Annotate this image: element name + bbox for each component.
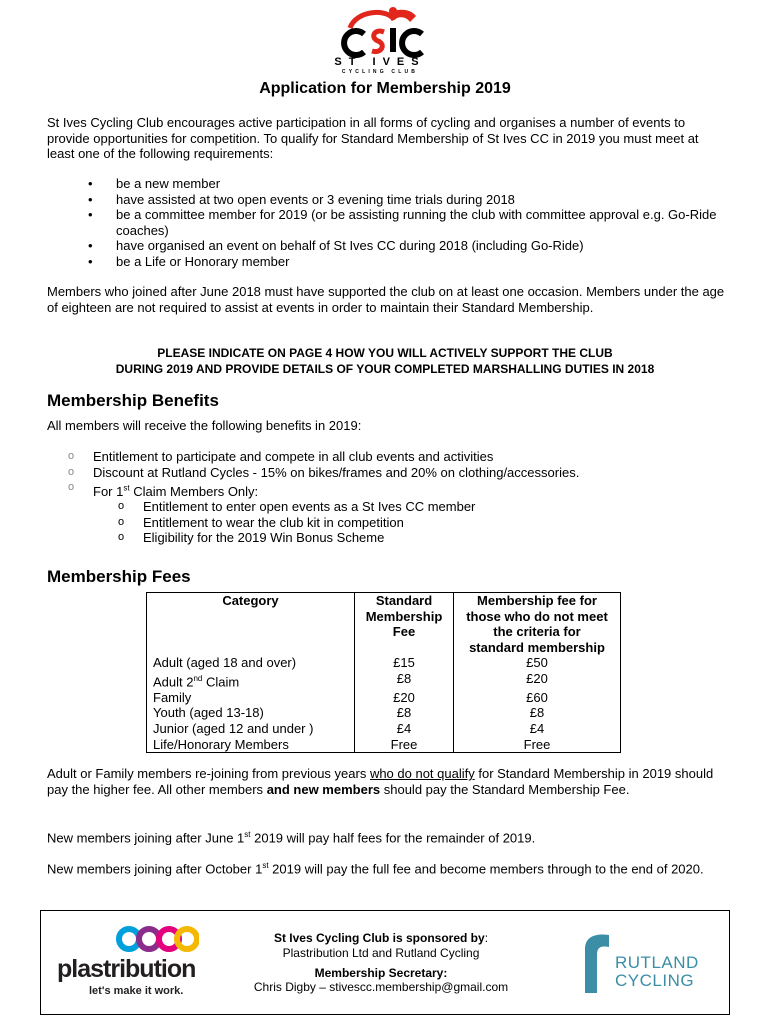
list-item: • have organised an event on behalf of St Ives CC during 2018 (including Go-Ride) bbox=[88, 238, 728, 254]
list-item-first-claim bbox=[68, 480, 718, 546]
cell-category bbox=[147, 690, 355, 706]
list-item: o Discount at Rutland Cycles - 15% on bikes/frames and 20% on clothing/accessories. bbox=[68, 465, 718, 481]
benefits-list bbox=[68, 449, 718, 546]
rejoin-text: for Standard Membership in 2019 should pay the higher fee. All other members bbox=[47, 766, 714, 797]
header-line: the criteria for bbox=[493, 624, 581, 640]
sponsor-names: Plastribution Ltd and Rutland Cycling bbox=[282, 946, 480, 960]
requirements-list bbox=[88, 176, 728, 270]
header-line: Standard bbox=[375, 593, 433, 608]
list-item: o Entitlement to enter open events as a St Ives CC member bbox=[118, 499, 718, 515]
plastribution-wordmark: plastribution bbox=[57, 955, 196, 983]
benefits-heading: Membership Benefits bbox=[47, 391, 219, 410]
cell-category bbox=[147, 721, 355, 737]
half-fee-text: New members joining after June 1 bbox=[47, 830, 245, 846]
list-item: • have assisted at two open events or 3 evening time trials during 2018 bbox=[88, 192, 728, 208]
cell-other: £20 bbox=[454, 671, 621, 690]
cell-standard: £8 bbox=[355, 705, 454, 721]
first-claim-label bbox=[93, 484, 258, 499]
half-fee-paragraph bbox=[47, 827, 727, 846]
header-other bbox=[454, 593, 621, 656]
cell-category bbox=[147, 705, 355, 721]
notice-line: PLEASE INDICATE ON PAGE 4 HOW YOU WILL ACTIVELY SUPPORT THE CLUB bbox=[157, 346, 613, 360]
cell-category bbox=[147, 655, 355, 671]
table-header-row bbox=[147, 593, 621, 656]
cell-text: Adult (aged 18 and over) bbox=[153, 655, 297, 671]
rejoin-text: Adult or Family members re-joining from previous years bbox=[47, 766, 370, 781]
secretary-contact: Chris Digby – stivescc.membership@gmail.com bbox=[253, 980, 509, 994]
first-claim-sublist bbox=[93, 499, 718, 546]
cell-text: Life/Honorary Members bbox=[153, 736, 289, 752]
header-line: those who do not meet bbox=[466, 608, 608, 624]
sponsor-footer bbox=[40, 910, 730, 1015]
table-row bbox=[147, 690, 621, 706]
joined-note: Members who joined after June 2018 must have supported the club on at least one occasion. Members under the age of eighteen are not required to assist at events in order to maintain their Standard Membership. bbox=[47, 284, 725, 315]
plastribution-tagline: let's make it work. bbox=[89, 985, 184, 997]
list-item: o Eligibility for the 2019 Win Bonus Scheme bbox=[118, 530, 718, 546]
support-notice bbox=[30, 346, 740, 377]
table-row bbox=[147, 737, 621, 753]
notice-line: DURING 2019 AND PROVIDE DETAILS OF YOUR COMPLETED MARSHALLING DUTIES IN 2018 bbox=[115, 361, 655, 376]
secretary-label bbox=[231, 966, 531, 980]
first-claim-sup: st bbox=[123, 483, 130, 493]
full-fee-text: 2019 will pay the full fee and become members through to the end of 2020. bbox=[268, 861, 704, 877]
logo-club-subtitle: CYCLING CLUB bbox=[341, 69, 419, 75]
cell-other: £60 bbox=[454, 690, 621, 706]
cell-standard: £20 bbox=[355, 690, 454, 706]
cell-text: Junior (aged 12 and under ) bbox=[153, 721, 314, 737]
rutland-cycling-logo bbox=[581, 931, 711, 993]
sponsor-label bbox=[231, 931, 531, 945]
header-category: Category bbox=[147, 593, 355, 656]
cell-text: Family bbox=[153, 689, 192, 705]
list-item: • be a committee member for 2019 (or be assisting running the club with committee approval e.g. Go-Ride coaches) bbox=[88, 207, 728, 238]
cell-standard: £8 bbox=[355, 671, 454, 690]
table-row bbox=[147, 655, 621, 671]
cell-standard: £15 bbox=[355, 655, 454, 671]
plastribution-circles-icon bbox=[115, 925, 199, 955]
sponsor-label-colon: : bbox=[484, 931, 489, 945]
rejoin-paragraph bbox=[47, 766, 727, 797]
first-claim-text: Claim Members Only: bbox=[129, 483, 259, 499]
full-fee-paragraph bbox=[47, 858, 727, 877]
cell-category bbox=[147, 671, 355, 690]
list-item: • be a Life or Honorary member bbox=[88, 254, 728, 270]
list-item: o Entitlement to participate and compete in all club events and activities bbox=[68, 449, 718, 465]
sponsor-label-text: St Ives Cycling Club is sponsored by bbox=[273, 931, 485, 945]
first-claim-text: For 1 bbox=[93, 483, 124, 499]
cell-category bbox=[147, 737, 355, 753]
cell-other: £50 bbox=[454, 655, 621, 671]
rutland-line1: RUTLAND bbox=[615, 953, 699, 972]
secretary-label-text: Membership Secretary: bbox=[314, 966, 448, 980]
full-fee-text: New members joining after October 1 bbox=[47, 861, 263, 877]
half-fee-text: 2019 will pay half fees for the remainder of 2019. bbox=[250, 830, 536, 846]
table-row bbox=[147, 671, 621, 690]
intro-paragraph: St Ives Cycling Club encourages active participation in all forms of cycling and organises a number of events to provide opportunities for competition. To qualify for Standard Membership of St Ives CC in 2019 you must meet at least one of the following requirements: bbox=[47, 115, 699, 162]
header-line: Membership fee for bbox=[477, 593, 597, 608]
cell-text: Adult 2 bbox=[153, 674, 194, 690]
rejoin-text: should pay the Standard Membership Fee. bbox=[380, 781, 630, 797]
table-row bbox=[147, 721, 621, 737]
cell-text: Claim bbox=[202, 674, 240, 690]
half-fee-sup: st bbox=[244, 830, 251, 839]
rejoin-bold: and new members bbox=[266, 781, 381, 797]
table-row bbox=[147, 705, 621, 721]
header-standard bbox=[355, 593, 454, 656]
fees-table bbox=[146, 592, 621, 753]
club-logo bbox=[330, 6, 430, 76]
csic-logo-mark-icon bbox=[330, 6, 430, 58]
plastribution-logo bbox=[57, 925, 227, 995]
cell-sup: nd bbox=[193, 673, 203, 683]
fees-heading: Membership Fees bbox=[47, 567, 191, 586]
page-title: Application for Membership 2019 bbox=[259, 80, 511, 97]
header-line: Membership bbox=[365, 608, 443, 624]
cell-other: £4 bbox=[454, 721, 621, 737]
list-item: o Entitlement to wear the club kit in competition bbox=[118, 515, 718, 531]
full-fee-sup: st bbox=[262, 861, 269, 870]
cell-standard: Free bbox=[355, 737, 454, 753]
rutland-line2: CYCLING bbox=[615, 971, 695, 990]
benefits-intro: All members will receive the following benefits in 2019: bbox=[47, 418, 362, 433]
cell-other: Free bbox=[454, 737, 621, 753]
logo-club-name: ST IVES bbox=[334, 56, 426, 68]
rutland-r-icon bbox=[581, 931, 613, 993]
rejoin-underlined: who do not qualify bbox=[369, 766, 475, 781]
list-item: • be a new member bbox=[88, 176, 728, 192]
header-line: Fee bbox=[392, 624, 416, 640]
cell-other: £8 bbox=[454, 705, 621, 721]
cell-standard: £4 bbox=[355, 721, 454, 737]
header-line: standard membership bbox=[469, 639, 605, 655]
cell-text: Youth (aged 13-18) bbox=[153, 705, 264, 721]
